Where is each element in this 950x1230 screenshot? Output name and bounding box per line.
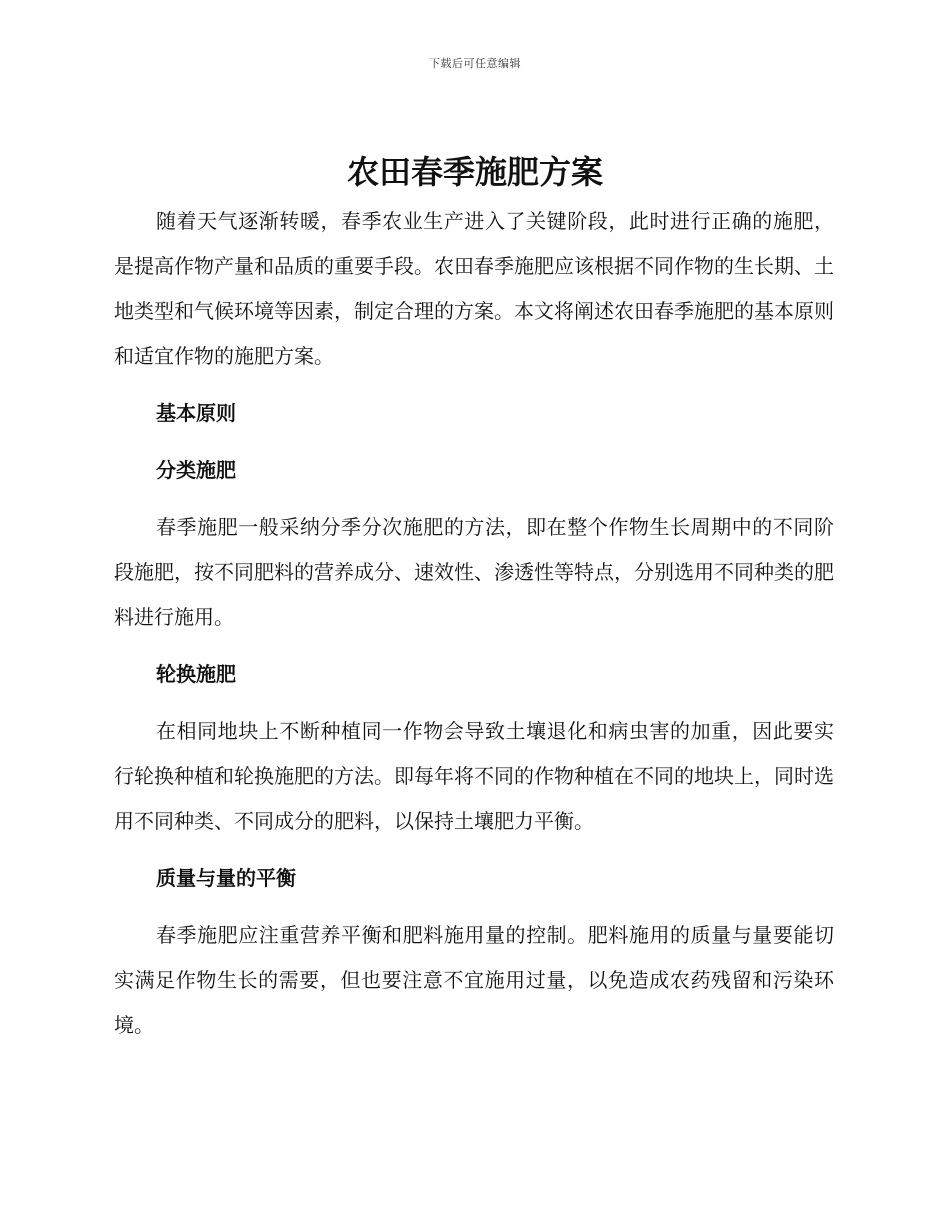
heading-basic-principles: 基本原则: [156, 401, 236, 425]
heading-rotation-fertilization: 轮换施肥: [156, 662, 236, 686]
classified-fertilization-paragraph: 春季施肥一般采纳分季分次施肥的方法，即在整个作物生长周期中的不同阶段施肥，按不同肥料的营养成分、速效性、渗透性等特点，分别选用不同种类的肥料进行施用。: [114, 515, 834, 629]
document-body: [114, 199, 834, 1048]
quality-quantity-balance-paragraph: 春季施肥应注重营养平衡和肥料施用量的控制。肥料施用的质量与量要能切实满足作物生长的需要，但也要注意不宜施用过量，以免造成农药残留和污染环境。: [114, 923, 834, 1037]
header-note: 下载后可任意编辑: [429, 57, 521, 70]
heading-classified-fertilization: 分类施肥: [156, 458, 236, 482]
heading-quality-quantity-balance: 质量与量的平衡: [156, 866, 296, 890]
intro-paragraph: 随着天气逐渐转暖，春季农业生产进入了关键阶段，此时进行正确的施肥，是提高作物产量和品质的重要手段。农田春季施肥应该根据不同作物的生长期、土地类型和气候环境等因素，制定合理的方案。本文将阐述农田春季施肥的基本原则和适宜作物的施肥方案。: [114, 209, 834, 368]
rotation-fertilization-paragraph: 在相同地块上不断种植同一作物会导致土壤退化和病虫害的加重，因此要实行轮换种植和轮换施肥的方法。即每年将不同的作物种植在不同的地块上，同时选用不同种类、不同成分的肥料，以保持土壤肥力平衡。: [114, 719, 834, 833]
page-title: 农田春季施肥方案: [346, 153, 603, 191]
